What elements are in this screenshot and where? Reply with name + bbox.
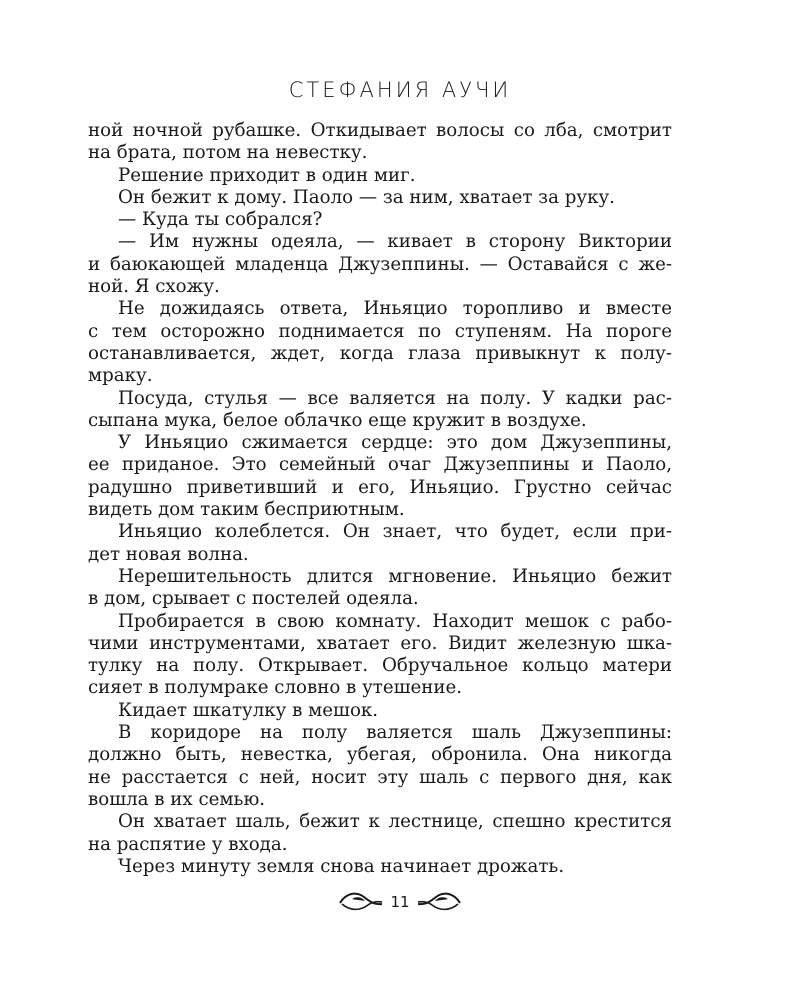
text-line: должно быть, невестка, убегая, обронила. Она никогда (88, 744, 672, 766)
text-line: видеть дом таким бесприютным. (88, 499, 405, 521)
text-line: чими инструментами, хватает его. Видит железную шка- (88, 632, 672, 654)
text-line: радушно приветивший и его, Иньяцио. Грустно сейчас (88, 476, 672, 498)
text-line: ной ночной рубашке. Откидывает волосы со лба, смотрит (88, 120, 672, 141)
flourish-left-icon (338, 887, 384, 917)
text-line: ной. Я схожу. (88, 276, 220, 298)
text-line: Иньяцио колеблется. Он знает, что будет, если при- (118, 521, 672, 543)
text-line: Посуда, стулья — все валяется на полу. У кадки рас- (118, 387, 672, 409)
text-line: тулку на полу. Открывает. Обручальное кольцо матери (88, 655, 672, 677)
text-line: на распятие у входа. (88, 833, 288, 855)
flourish-right-icon (416, 887, 462, 917)
text-line: дет новая волна. (88, 543, 249, 565)
text-line: Он бежит к дому. Паоло — за ним, хватает за руку. (118, 186, 615, 208)
text-line: У Иньяцио сжимается сердце: это дом Джузеппины, (118, 432, 672, 454)
text-line: Не дожидаясь ответа, Иньяцио торопливо и вместе (118, 298, 672, 320)
text-line: Кидает шкатулку в мешок. (118, 699, 379, 721)
text-line: и баюкающей младенца Джузеппины. — Оставайся с же- (88, 253, 672, 275)
text-line: не расстается с ней, носит эту шаль с первого дня, как (88, 766, 672, 788)
page-footer (0, 884, 800, 920)
text-line: сияет в полумраке словно в утешение. (88, 677, 463, 699)
text-line: Через минуту земля снова начинает дрожать. (118, 855, 565, 877)
body-text (88, 120, 672, 878)
text-line: Он хватает шаль, бежит к лестнице, спешно крестится (118, 811, 672, 833)
text-line: — Куда ты собрался? (118, 209, 323, 231)
text-line: останавливается, ждет, когда глаза привыкнут к полу- (88, 342, 672, 364)
text-line: ее приданое. Это семейный очаг Джузеппины и Паоло, (88, 454, 672, 476)
text-line: В коридоре на полу валяется шаль Джузеппины: (118, 722, 672, 744)
text-line: Нерешительность длится мгновение. Иньяцио бежит (118, 565, 672, 587)
text-line: мраку. (88, 365, 153, 387)
page-number: 11 (390, 893, 410, 911)
text-line: с тем осторожно поднимается по ступеням. На пороге (88, 320, 672, 342)
text-line: вошла в их семью. (88, 788, 266, 810)
text-line: сыпана мука, белое облачко еще кружит в воздухе. (88, 409, 587, 431)
text-line: — Им нужны одеяла, — кивает в сторону Виктории (118, 231, 672, 253)
running-title: СТЕФАНИЯ АУЧИ (288, 78, 512, 102)
text-line: Пробирается в свою комнату. Находит мешок с рабо- (118, 610, 672, 632)
text-line: в дом, срывает с постелей одеяла. (88, 588, 419, 610)
text-line: на брата, потом на невестку. (88, 142, 368, 164)
text-line: Решение приходит в один миг. (118, 164, 416, 186)
